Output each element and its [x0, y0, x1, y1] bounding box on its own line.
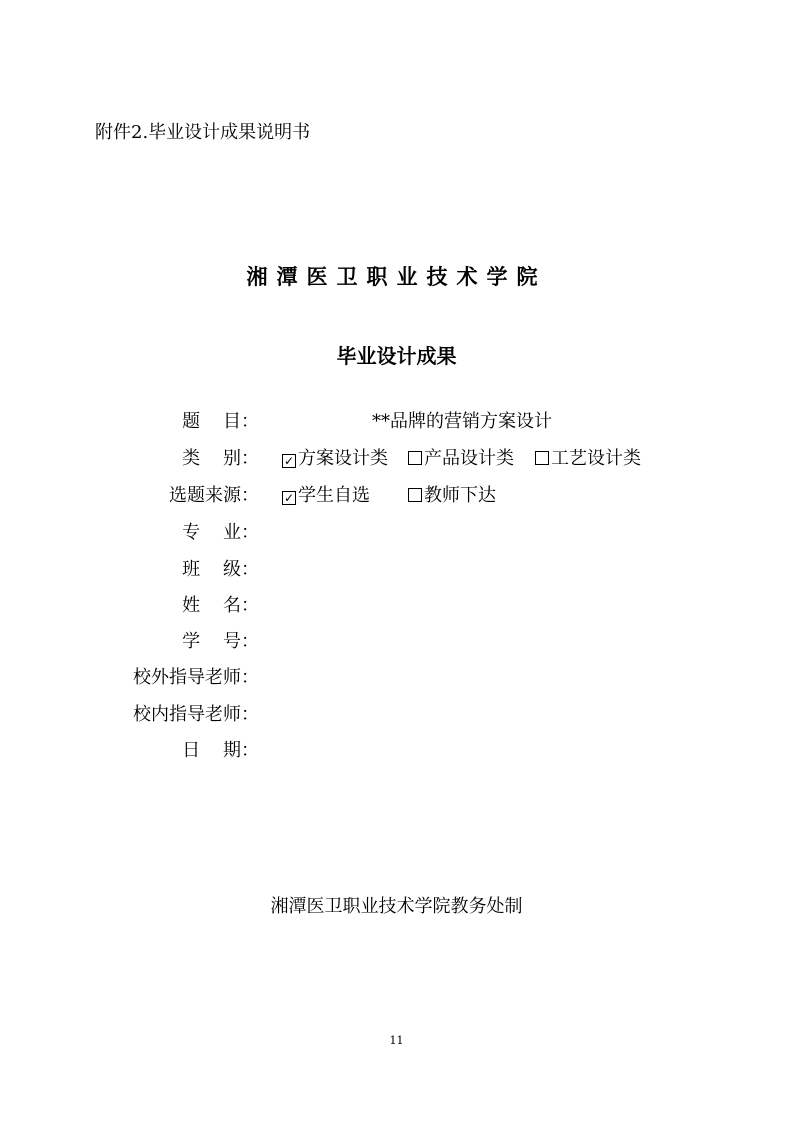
checkbox-unchecked-icon[interactable] [408, 451, 422, 465]
topic-label: 题 目： [182, 411, 259, 432]
category-option-process[interactable] [535, 445, 641, 473]
checkbox-checked-icon[interactable]: ✓ [283, 491, 295, 505]
option-label: 方案设计类 [298, 448, 388, 469]
category-option-scheme[interactable] [282, 445, 388, 473]
source-label: 选题来源： [169, 485, 259, 506]
major-label: 专 业： [182, 522, 259, 543]
option-label: 学生自选 [298, 485, 370, 506]
class-label: 班 级： [182, 559, 259, 580]
topic-row [0, 408, 793, 444]
source-option-student[interactable] [282, 482, 370, 510]
school-name: 湘潭医卫职业技术学院 [246, 265, 547, 289]
category-option-product[interactable] [408, 445, 514, 473]
attachment-label: 附件2.毕业设计成果说明书 [95, 122, 311, 143]
checkbox-unchecked-icon[interactable] [408, 488, 422, 502]
topic-value: **品牌的营销方案设计 [372, 411, 552, 432]
internal-advisor-row [0, 701, 793, 737]
category-row [0, 445, 793, 481]
student-id-row [0, 628, 793, 664]
option-label: 教师下达 [424, 485, 496, 506]
option-label: 工艺设计类 [551, 448, 641, 469]
class-row [0, 556, 793, 592]
document-title: 毕业设计成果 [336, 344, 457, 368]
external-advisor-label: 校外指导老师： [133, 667, 259, 688]
external-advisor-row [0, 664, 793, 700]
name-row [0, 592, 793, 628]
major-row [0, 519, 793, 555]
source-option-teacher[interactable] [408, 482, 496, 510]
page-number: 11 [389, 1034, 404, 1047]
date-row [0, 737, 793, 773]
date-label: 日 期： [182, 740, 259, 761]
option-label: 产品设计类 [424, 448, 514, 469]
category-label: 类 别： [182, 448, 259, 469]
checkbox-unchecked-icon[interactable] [535, 451, 549, 465]
checkbox-checked-icon[interactable]: ✓ [283, 454, 295, 468]
student-id-label: 学 号： [182, 631, 259, 652]
internal-advisor-label: 校内指导老师： [133, 704, 259, 725]
source-row [0, 482, 793, 518]
name-label: 姓 名： [182, 595, 259, 616]
issuer-footer: 湘潭医卫职业技术学院教务处制 [270, 896, 523, 917]
